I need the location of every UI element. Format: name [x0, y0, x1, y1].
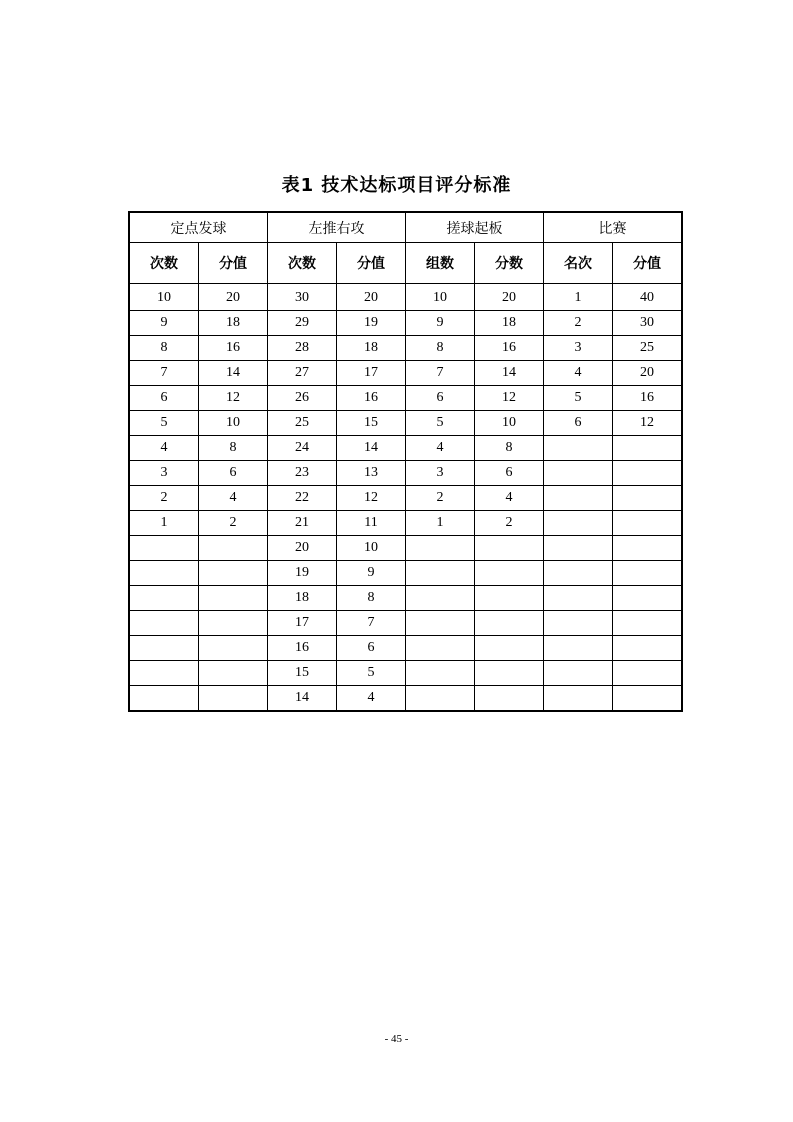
group-header-match: 比赛 — [544, 213, 682, 243]
table-cell — [475, 661, 544, 686]
table-cell — [613, 461, 682, 486]
table-cell: 2 — [475, 511, 544, 536]
table-cell — [130, 536, 199, 561]
table-cell: 26 — [268, 386, 337, 411]
table-cell: 8 — [475, 436, 544, 461]
table-cell: 5 — [130, 411, 199, 436]
table-row — [130, 611, 682, 636]
table-cell — [199, 636, 268, 661]
table-cell: 5 — [406, 411, 475, 436]
table-cell: 12 — [613, 411, 682, 436]
scoring-standard-table — [129, 212, 682, 711]
table-row — [130, 586, 682, 611]
table-cell — [199, 611, 268, 636]
table-cell: 20 — [199, 284, 268, 311]
table-cell: 8 — [337, 586, 406, 611]
table-cell — [544, 461, 613, 486]
table-row — [130, 336, 682, 361]
table-cell: 19 — [337, 311, 406, 336]
table-cell — [406, 536, 475, 561]
table-row — [130, 311, 682, 336]
table-cell: 7 — [130, 361, 199, 386]
group-header-push-attack: 左推右攻 — [268, 213, 406, 243]
table-cell — [544, 686, 613, 711]
table-cell — [475, 586, 544, 611]
table-cell — [199, 586, 268, 611]
table-cell: 15 — [337, 411, 406, 436]
table-cell — [406, 636, 475, 661]
table-cell — [475, 686, 544, 711]
table-cell: 3 — [544, 336, 613, 361]
table-cell — [199, 561, 268, 586]
table-row — [130, 686, 682, 711]
table-cell — [475, 611, 544, 636]
table-cell: 6 — [199, 461, 268, 486]
group-header-row — [130, 213, 682, 243]
table-cell: 19 — [268, 561, 337, 586]
table-cell: 16 — [268, 636, 337, 661]
table-cell — [406, 586, 475, 611]
table-cell: 10 — [337, 536, 406, 561]
sub-header-cell: 分值 — [199, 243, 268, 284]
table-cell — [544, 486, 613, 511]
table-cell: 11 — [337, 511, 406, 536]
table-cell: 2 — [406, 486, 475, 511]
table-cell — [130, 611, 199, 636]
table-cell: 13 — [337, 461, 406, 486]
table-cell: 27 — [268, 361, 337, 386]
table-cell: 15 — [268, 661, 337, 686]
table-cell: 12 — [337, 486, 406, 511]
table-cell: 2 — [130, 486, 199, 511]
table-cell — [613, 686, 682, 711]
table-cell — [406, 561, 475, 586]
table-cell — [475, 636, 544, 661]
table-cell: 14 — [268, 686, 337, 711]
table-cell: 20 — [613, 361, 682, 386]
table-cell — [544, 661, 613, 686]
table-cell — [544, 436, 613, 461]
table-cell: 8 — [199, 436, 268, 461]
table-cell: 25 — [268, 411, 337, 436]
table-row — [130, 561, 682, 586]
table-cell: 20 — [475, 284, 544, 311]
table-cell: 28 — [268, 336, 337, 361]
table-cell: 12 — [475, 386, 544, 411]
table-cell — [475, 561, 544, 586]
table-cell: 4 — [544, 361, 613, 386]
table-cell: 40 — [613, 284, 682, 311]
table-row — [130, 486, 682, 511]
table-cell: 5 — [544, 386, 613, 411]
group-header-serve: 定点发球 — [130, 213, 268, 243]
table-cell: 4 — [406, 436, 475, 461]
table-header — [130, 213, 682, 284]
table-cell: 4 — [199, 486, 268, 511]
table-row — [130, 511, 682, 536]
table-cell: 9 — [406, 311, 475, 336]
table-cell — [613, 636, 682, 661]
table-cell — [130, 661, 199, 686]
table-cell — [544, 586, 613, 611]
table-cell: 6 — [337, 636, 406, 661]
table-row — [130, 386, 682, 411]
table-cell: 8 — [406, 336, 475, 361]
table-cell: 14 — [337, 436, 406, 461]
table-cell — [613, 536, 682, 561]
table-cell: 6 — [130, 386, 199, 411]
table-cell: 17 — [268, 611, 337, 636]
table-cell — [613, 661, 682, 686]
table-cell — [613, 436, 682, 461]
table-cell: 20 — [268, 536, 337, 561]
table-cell: 9 — [130, 311, 199, 336]
table-cell: 16 — [337, 386, 406, 411]
table-cell — [199, 686, 268, 711]
table-cell: 7 — [337, 611, 406, 636]
table-cell — [130, 636, 199, 661]
group-header-chop-loop: 搓球起板 — [406, 213, 544, 243]
table-cell: 14 — [475, 361, 544, 386]
table-cell: 3 — [130, 461, 199, 486]
table-cell: 6 — [475, 461, 544, 486]
table-cell: 29 — [268, 311, 337, 336]
table-cell: 24 — [268, 436, 337, 461]
table-cell — [406, 686, 475, 711]
table-cell: 1 — [406, 511, 475, 536]
table-cell: 5 — [337, 661, 406, 686]
table-cell: 4 — [475, 486, 544, 511]
table-cell: 20 — [337, 284, 406, 311]
table-cell — [544, 611, 613, 636]
table-row — [130, 536, 682, 561]
table-cell: 4 — [337, 686, 406, 711]
table-cell — [544, 511, 613, 536]
table-cell — [475, 536, 544, 561]
table-cell: 9 — [337, 561, 406, 586]
table-cell — [406, 611, 475, 636]
table-row — [130, 284, 682, 311]
table-cell: 22 — [268, 486, 337, 511]
table-cell: 18 — [475, 311, 544, 336]
table-cell: 7 — [406, 361, 475, 386]
table-row — [130, 661, 682, 686]
table-row — [130, 636, 682, 661]
table-cell: 30 — [268, 284, 337, 311]
table-cell: 2 — [199, 511, 268, 536]
table-cell — [406, 661, 475, 686]
table-cell: 10 — [199, 411, 268, 436]
table-cell: 8 — [130, 336, 199, 361]
table-cell: 6 — [544, 411, 613, 436]
table-cell — [613, 486, 682, 511]
table-cell — [613, 611, 682, 636]
table-cell — [130, 686, 199, 711]
sub-header-cell: 组数 — [406, 243, 475, 284]
table-cell: 18 — [268, 586, 337, 611]
table-cell: 25 — [613, 336, 682, 361]
table-cell: 10 — [130, 284, 199, 311]
table-cell — [130, 586, 199, 611]
table-cell — [199, 536, 268, 561]
table-cell: 1 — [130, 511, 199, 536]
table-cell: 12 — [199, 386, 268, 411]
sub-header-cell: 分数 — [475, 243, 544, 284]
table-cell — [544, 636, 613, 661]
table-cell: 23 — [268, 461, 337, 486]
table-cell: 16 — [475, 336, 544, 361]
table-cell: 1 — [544, 284, 613, 311]
table-title: 表1 技术达标项目评分标准 — [281, 175, 512, 196]
table-row — [130, 436, 682, 461]
table-cell: 16 — [199, 336, 268, 361]
page-number: - 45 - — [384, 1033, 409, 1045]
table-cell: 4 — [130, 436, 199, 461]
sub-header-cell: 次数 — [130, 243, 199, 284]
sub-header-cell: 分值 — [337, 243, 406, 284]
table-cell: 10 — [475, 411, 544, 436]
table-cell: 14 — [199, 361, 268, 386]
table-cell: 18 — [199, 311, 268, 336]
table-body — [130, 284, 682, 711]
table-cell: 10 — [406, 284, 475, 311]
table-cell: 16 — [613, 386, 682, 411]
table-cell — [130, 561, 199, 586]
table-cell: 3 — [406, 461, 475, 486]
sub-header-cell: 次数 — [268, 243, 337, 284]
table-cell: 2 — [544, 311, 613, 336]
table-cell: 17 — [337, 361, 406, 386]
sub-header-cell: 分值 — [613, 243, 682, 284]
table-cell: 18 — [337, 336, 406, 361]
table-cell — [613, 586, 682, 611]
table-cell — [544, 536, 613, 561]
table-cell: 30 — [613, 311, 682, 336]
table-cell — [613, 561, 682, 586]
sub-header-cell: 名次 — [544, 243, 613, 284]
table-cell — [613, 511, 682, 536]
table-cell — [544, 561, 613, 586]
table-cell — [199, 661, 268, 686]
table-row — [130, 361, 682, 386]
table-cell: 6 — [406, 386, 475, 411]
table-cell: 21 — [268, 511, 337, 536]
table-row — [130, 411, 682, 436]
table-row — [130, 461, 682, 486]
sub-header-row — [130, 243, 682, 284]
